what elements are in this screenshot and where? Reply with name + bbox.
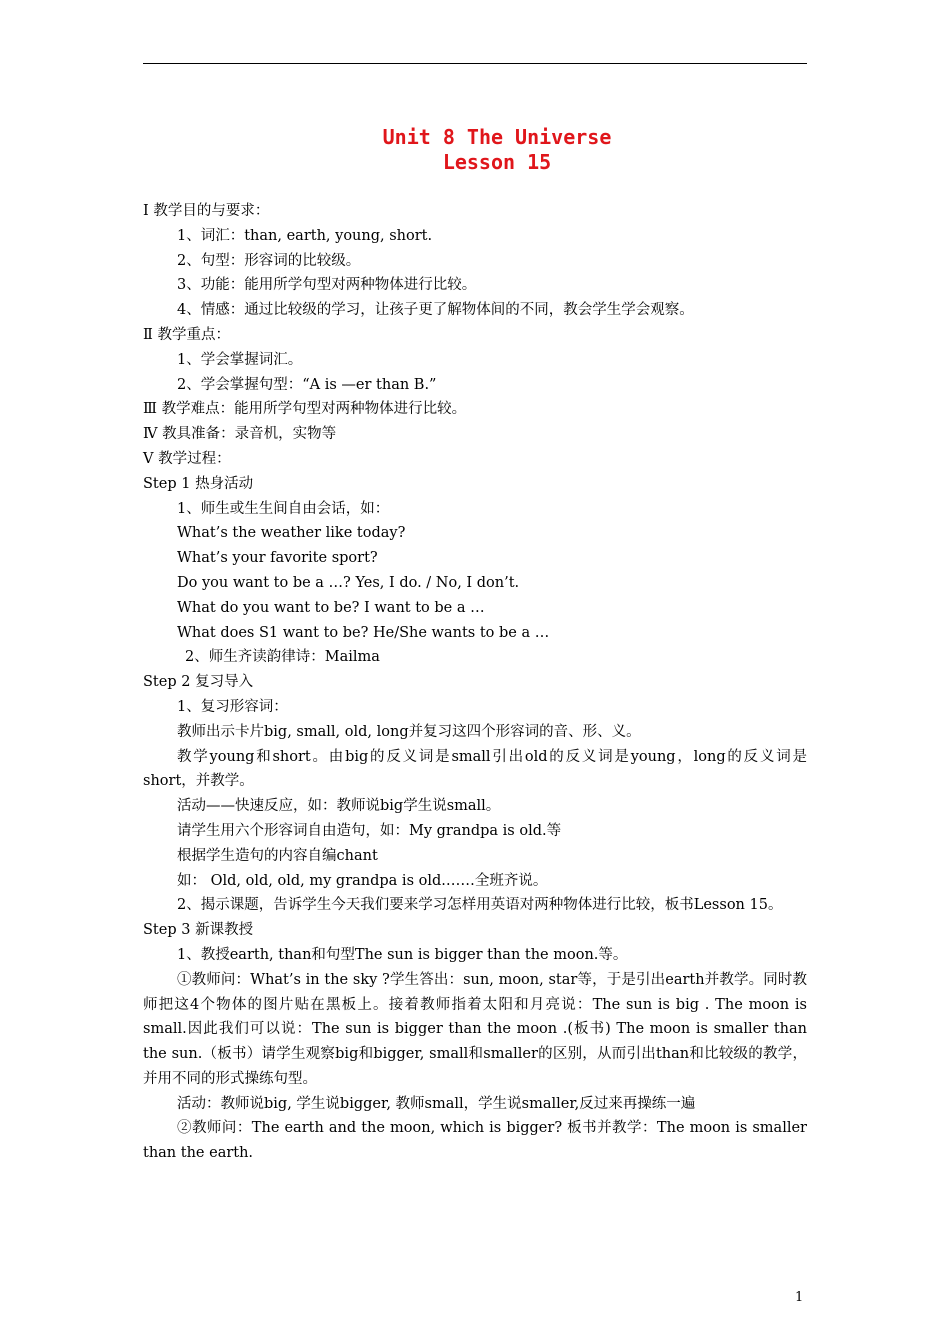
paragraph: 2、揭示课题，告诉学生今天我们要来学习怎样用英语对两种物体进行比较，板书Lesson 15。 — [177, 897, 783, 914]
page-number: 1 — [795, 1290, 804, 1305]
step-heading: Step 2 复习导入 — [143, 674, 254, 691]
text-line: 2、学会掌握句型：“A is —er than B.” — [177, 376, 437, 393]
paragraph: ①教师问：What’s in the sky ?学生答出：sun, moon, star等，于是引出earth并教学。同时教师把这4个物体的图片贴在黑板上。接着教师指着太阳和月亮说：The sun is big . The moon is small.因此我们可以说：The sun is bigger than the moon .(板书) The moon is smaller than the sun.（板书）请学生观察big和bigger, small和smaller的区别，从而引出than和比较级的教学，并用不同的形式操练句型。 — [143, 971, 807, 1087]
text-line: 活动：教师说big, 学生说bigger, 教师small，学生说smaller,反过来再操练一遍 — [177, 1095, 696, 1112]
paragraph: ②教师问：The earth and the moon, which is bigger? 板书并教学：The moon is smaller than the earth. — [143, 1120, 807, 1162]
step-heading: Step 1 热身活动 — [143, 475, 254, 492]
text-line: 根据学生造句的内容自编chant — [177, 847, 378, 864]
text-line: 2、师生齐读韵律诗：Mailma — [185, 649, 380, 666]
dialogue-line: What’s the weather like today? — [177, 525, 406, 542]
text-line: 1、教授earth, than和句型The sun is bigger than the moon.等。 — [177, 946, 628, 963]
text-line: 教师出示卡片big, small, old, long并复习这四个形容词的音、形、义。 — [177, 723, 641, 740]
text-line: 1、学会掌握词汇。 — [177, 351, 303, 368]
page-title: Unit 8 The Universe — [382, 125, 612, 149]
page-subtitle: Lesson 15 — [442, 150, 552, 174]
section-heading: Ⅴ 教学过程： — [143, 450, 231, 467]
text-line: 4、情感：通过比较级的学习，让孩子更了解物体间的不同，教会学生学会观察。 — [177, 302, 694, 319]
step-heading: Step 3 新课教授 — [143, 922, 254, 939]
dialogue-line: Do you want to be a …? Yes, I do. / No, I don’t. — [177, 574, 520, 591]
header-rule — [143, 63, 807, 64]
paragraph: 教学young和short。由big的反义词是small引出old的反义词是young，long的反义词是short，并教学。 — [143, 748, 807, 790]
text-line: 请学生用六个形容词自由造句，如：My grandpa is old.等 — [177, 822, 562, 839]
text-line: 如： Old, old, old, my grandpa is old.……全班齐说。 — [177, 872, 548, 889]
text-line: 2、句型：形容词的比较级。 — [177, 252, 361, 269]
section-heading: Ⅲ 教学难点：能用所学句型对两种物体进行比较。 — [143, 401, 467, 418]
text-line: 3、功能：能用所学句型对两种物体进行比较。 — [177, 277, 477, 294]
document-body — [143, 199, 807, 1166]
section-heading: Ⅱ 教学重点： — [143, 326, 230, 343]
text-line: 1、复习形容词： — [177, 698, 288, 715]
dialogue-line: What do you want to be? I want to be a … — [177, 599, 485, 616]
text-line: 1、词汇：than, earth, young, short. — [177, 227, 433, 244]
text-line: 活动——快速反应，如：教师说big学生说small。 — [177, 798, 501, 815]
section-heading: Ⅳ 教具准备：录音机，实物等 — [143, 426, 337, 443]
text-line: 1、师生或生生间自由会话，如： — [177, 500, 390, 517]
dialogue-line: What’s your favorite sport? — [177, 550, 378, 567]
dialogue-line: What does S1 want to be? He/She wants to be a … — [177, 624, 550, 641]
section-heading: Ⅰ 教学目的与要求： — [143, 203, 270, 219]
